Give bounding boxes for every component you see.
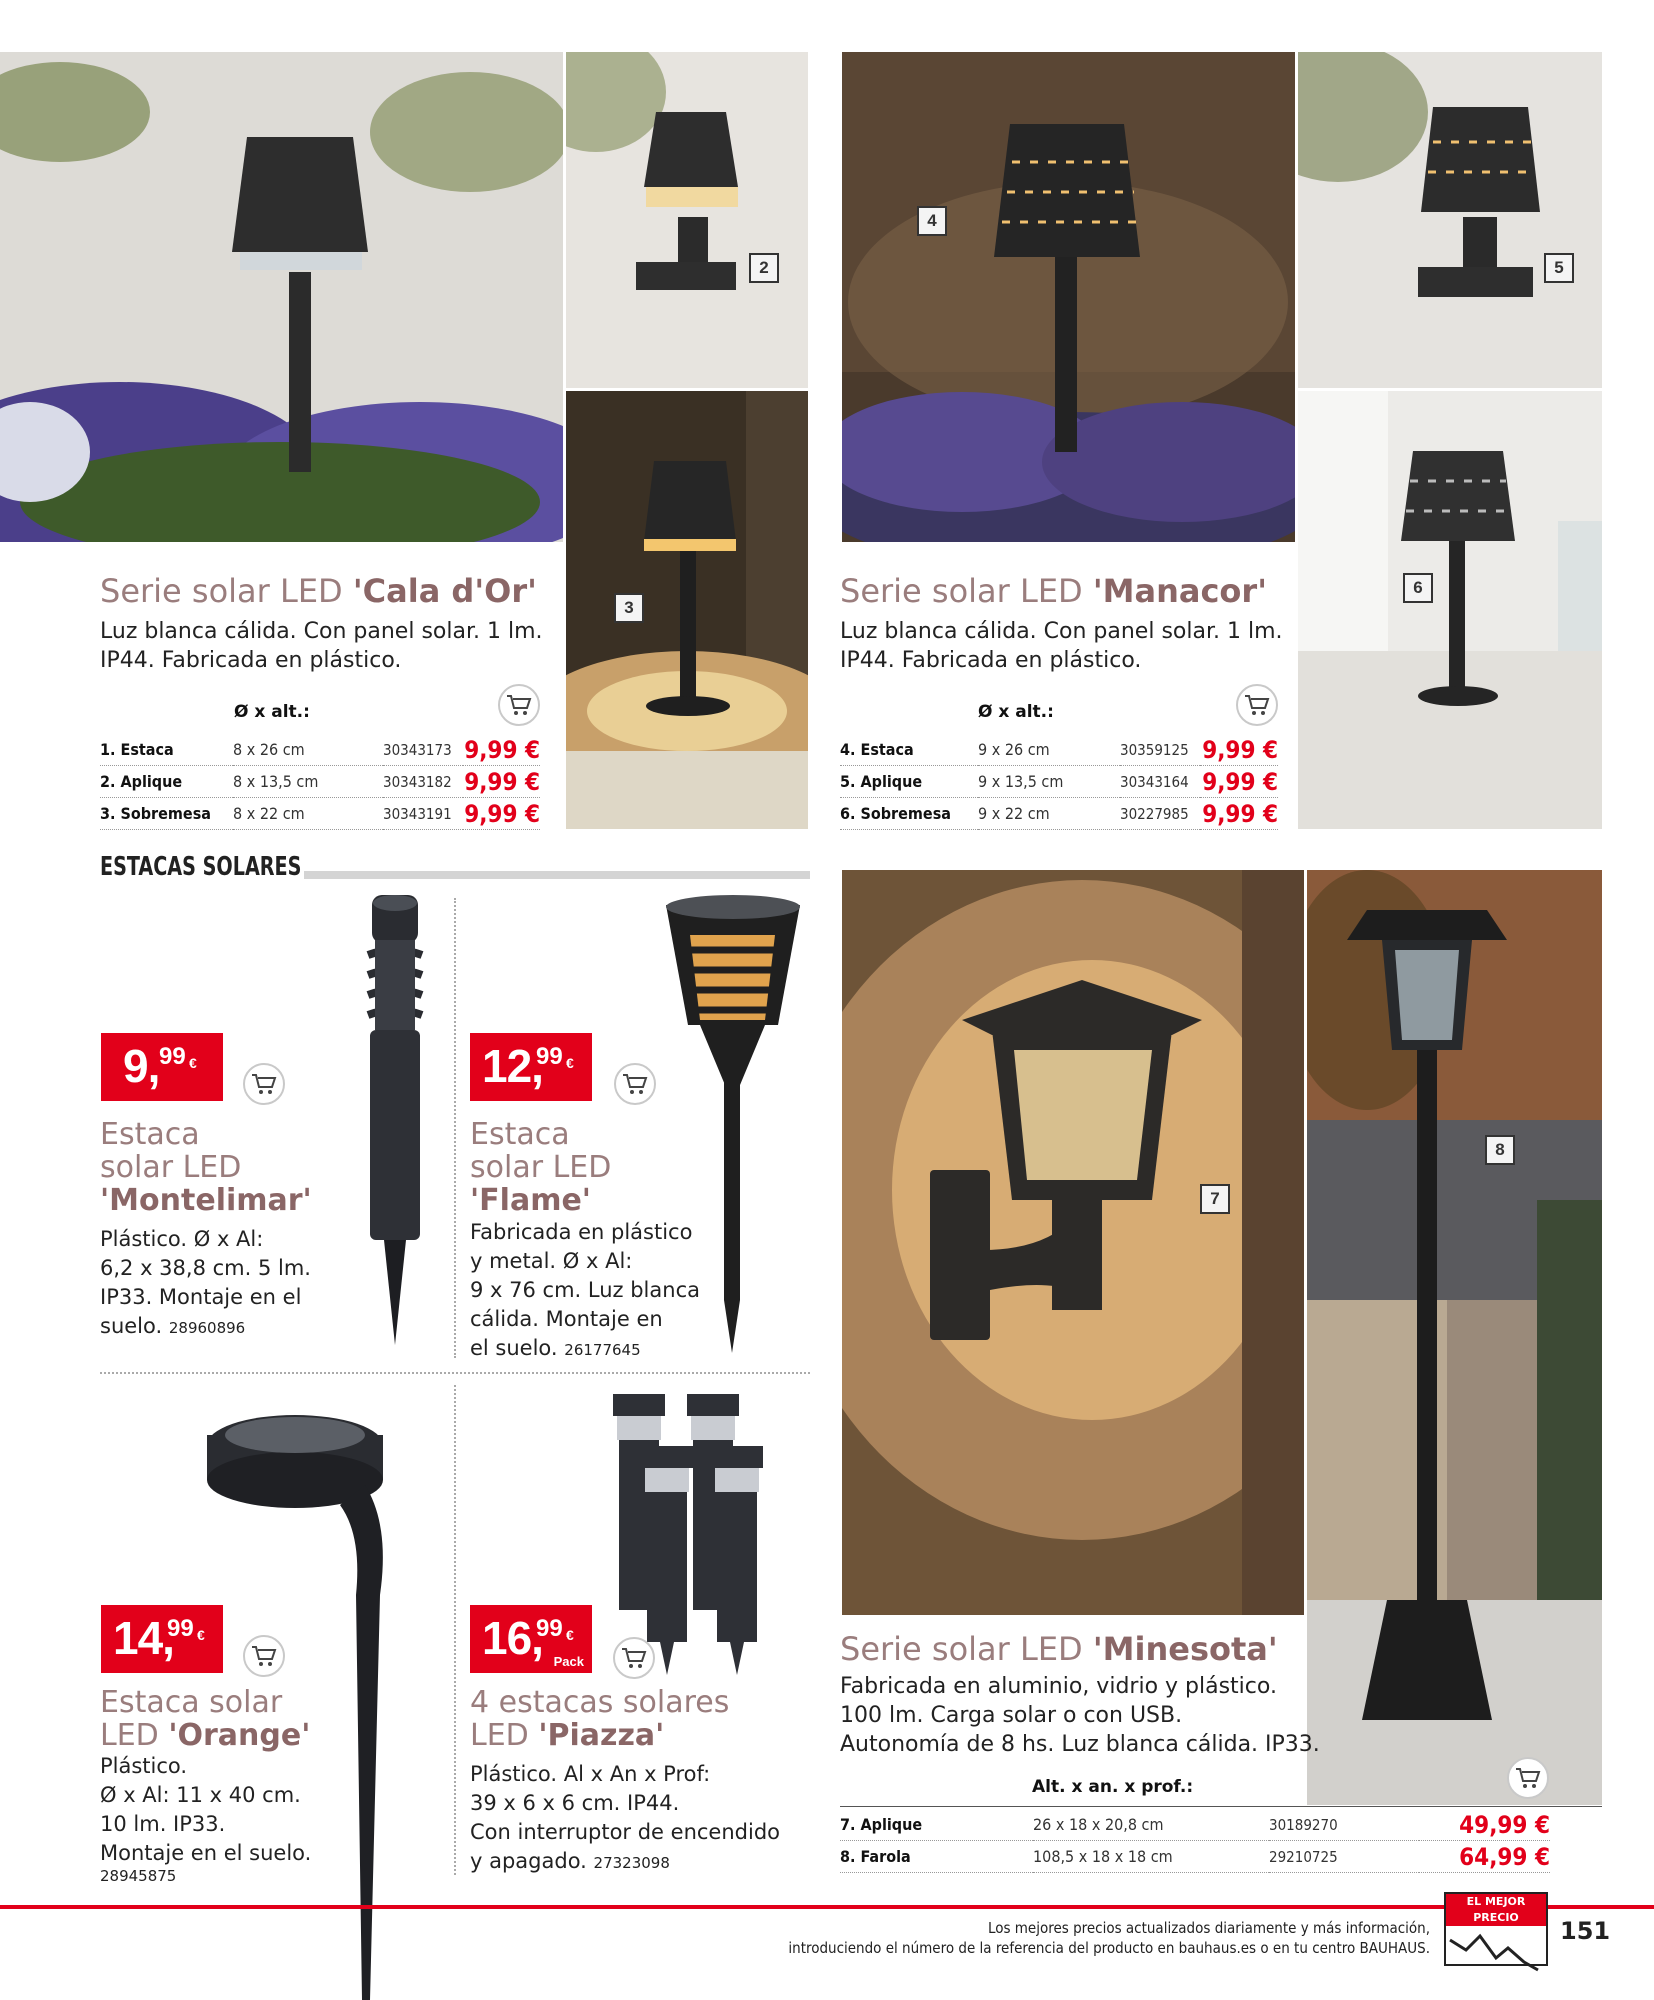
title-line: Estaca solar: [100, 1685, 283, 1720]
price-badge-montelimar: [101, 1033, 223, 1101]
desc-line: Plástico. Ø x Al:: [100, 1227, 264, 1251]
desc-line: Plástico.: [100, 1754, 188, 1778]
desc-text: suelo.: [100, 1314, 163, 1338]
row-price: 9,99 €: [464, 799, 540, 828]
footer-line: introduciendo el número de la referencia del producto en bauhaus.es o en tu centro BAUHAUS.: [788, 1939, 1430, 1957]
price-cents: 99: [167, 1615, 194, 1642]
title-line: 4 estacas solares: [470, 1685, 730, 1720]
row-price: 9,99 €: [464, 767, 540, 796]
title-line: Estaca: [100, 1117, 200, 1152]
row-ref: 30359125: [1120, 734, 1200, 766]
title-prefix: LED: [470, 1718, 539, 1753]
cart-icon: [621, 1646, 647, 1670]
row-name: 1. Estaca: [100, 734, 233, 766]
desc-line: Fabricada en plástico: [470, 1220, 693, 1244]
row-name: 8. Farola: [840, 1841, 1033, 1873]
desc-line: [100, 1312, 311, 1343]
price-table-minesota: [840, 1809, 1550, 1873]
desc-line: Luz blanca cálida. Con panel solar. 1 lm.: [840, 619, 1283, 644]
desc-line: 10 lm. IP33.: [100, 1812, 226, 1836]
best-price-label: EL MEJOR PRECIO: [1446, 1894, 1546, 1926]
row-price: 9,99 €: [1200, 766, 1278, 798]
series-title-prefix: Serie solar LED: [840, 1630, 1093, 1668]
divider: [100, 1372, 810, 1374]
price-trend-icon: [1446, 1926, 1546, 1976]
row-price: 64,99 €: [1419, 1841, 1550, 1873]
price-cents: 99: [159, 1043, 186, 1070]
price-integer: 14,: [113, 1612, 174, 1664]
title-line: solar LED: [100, 1150, 242, 1185]
price-euro: €: [189, 1055, 197, 1071]
table-row: [100, 766, 540, 798]
cala-aplique-photo: [566, 52, 808, 388]
price-cents: 99: [536, 1043, 563, 1070]
product-name: 'Orange': [168, 1718, 311, 1753]
cart-button-manacor[interactable]: [1236, 684, 1278, 726]
minesota-farola-photo: [1307, 870, 1602, 1805]
product-title-flame: [470, 1118, 611, 1217]
row-name: 4. Estaca: [840, 734, 978, 766]
product-desc-flame: [470, 1218, 700, 1365]
title-line: [470, 1719, 729, 1752]
section-heading: ESTACAS SOLARES: [100, 852, 302, 882]
cart-icon: [1244, 693, 1270, 717]
desc-line: 6,2 x 38,8 cm. 5 lm.: [100, 1256, 311, 1280]
row-dim: 8 x 13,5 cm: [233, 766, 383, 798]
row-ref: 30343173: [383, 734, 463, 766]
image-number-3: 3: [614, 593, 644, 623]
table-row: [840, 798, 1278, 830]
desc-line: [470, 1334, 700, 1365]
price-badge-orange: [101, 1605, 223, 1673]
price-euro: €: [566, 1055, 574, 1071]
cart-icon: [622, 1072, 648, 1096]
divider: [454, 1385, 456, 1875]
product-title-orange: [100, 1686, 310, 1752]
row-dim: 8 x 26 cm: [233, 734, 383, 766]
desc-line: Montaje en el suelo.: [100, 1841, 312, 1865]
row-price: 9,99 €: [464, 735, 540, 764]
desc-line: Luz blanca cálida. Con panel solar. 1 lm.: [100, 619, 543, 644]
row-ref: 30227985: [1120, 798, 1200, 830]
row-dim: 8 x 22 cm: [233, 798, 383, 830]
product-ref: 28945875: [100, 1867, 177, 1885]
series-title-name: 'Minesota': [1092, 1630, 1278, 1668]
cala-sobremesa-photo: [566, 391, 808, 829]
page-number: 151: [1560, 1917, 1611, 1945]
row-price: 49,99 €: [1419, 1809, 1550, 1841]
cart-icon: [251, 1644, 277, 1668]
product-ref: 28960896: [168, 1319, 246, 1337]
product-desc-piazza: [470, 1760, 780, 1878]
row-name: 2. Aplique: [100, 766, 233, 798]
series-desc-minesota: [840, 1672, 1320, 1759]
cart-button-piazza[interactable]: [613, 1637, 655, 1679]
price-integer: 9,: [123, 1040, 160, 1092]
image-number-6: 6: [1403, 573, 1433, 603]
image-number-5: 5: [1544, 253, 1574, 283]
minesota-aplique-photo: [842, 870, 1304, 1615]
series-desc-cala: [100, 617, 543, 675]
row-name: 3. Sobremesa: [100, 798, 233, 830]
desc-line: 100 lm. Carga solar o con USB.: [840, 1703, 1183, 1728]
image-number-8: 8: [1485, 1135, 1515, 1165]
row-dim: 9 x 13,5 cm: [978, 766, 1120, 798]
montelimar-photo: [340, 895, 450, 1350]
desc-line: Autonomía de 8 hs. Luz blanca cálida. IP33.: [840, 1732, 1320, 1757]
desc-line: IP33. Montaje en el: [100, 1285, 302, 1309]
table-top-rule: [840, 1806, 1602, 1807]
product-name: 'Flame': [470, 1183, 591, 1218]
table-row: [100, 734, 540, 766]
series-title-cala: [100, 572, 537, 610]
cart-button-cala[interactable]: [498, 684, 540, 726]
title-line: solar LED: [470, 1150, 612, 1185]
product-name: 'Montelimar': [100, 1183, 312, 1218]
desc-line: cálida. Montaje en: [470, 1307, 663, 1331]
row-dim: 26 x 18 x 20,8 cm: [1033, 1809, 1269, 1841]
desc-line: 9 x 76 cm. Luz blanca: [470, 1278, 700, 1302]
row-price: 9,99 €: [1200, 798, 1278, 830]
desc-text: y apagado.: [470, 1849, 587, 1873]
footer-text: [600, 1918, 1430, 1958]
price-cents: 99: [536, 1615, 563, 1642]
row-dim: 9 x 22 cm: [978, 798, 1120, 830]
product-title-montelimar: [100, 1118, 312, 1217]
desc-text: el suelo.: [470, 1336, 558, 1360]
section-heading-rule: [304, 871, 810, 879]
row-price: 9,99 €: [1200, 734, 1278, 766]
table-row: [840, 1841, 1550, 1873]
product-title-piazza: [470, 1686, 729, 1752]
manacor-estaca-photo: [842, 52, 1295, 542]
row-dim: 108,5 x 18 x 18 cm: [1033, 1841, 1269, 1873]
price-table-cala: [100, 734, 540, 830]
column-header-cala: Ø x alt.:: [234, 702, 310, 722]
row-dim: 9 x 26 cm: [978, 734, 1120, 766]
price-euro: €: [197, 1627, 205, 1643]
cart-icon: [251, 1072, 277, 1096]
desc-line: 39 x 6 x 6 cm. IP44.: [470, 1791, 680, 1815]
desc-line: Plástico. Al x An x Prof:: [470, 1762, 711, 1786]
product-desc-orange: [100, 1752, 311, 1884]
product-name: 'Piazza': [538, 1718, 665, 1753]
manacor-sobremesa-photo: [1298, 391, 1602, 829]
series-title-minesota: [840, 1630, 1278, 1668]
title-prefix: LED: [100, 1718, 169, 1753]
row-name: 7. Aplique: [840, 1809, 1033, 1841]
desc-line: Fabricada en aluminio, vidrio y plástico.: [840, 1674, 1277, 1699]
table-row: [840, 1809, 1550, 1841]
row-name: 6. Sobremesa: [840, 798, 978, 830]
title-line: [100, 1719, 310, 1752]
table-row: [840, 734, 1278, 766]
best-price-badge: [1444, 1892, 1548, 1966]
cart-icon: [506, 693, 532, 717]
desc-line: [470, 1847, 780, 1878]
cala-estaca-photo: [0, 52, 563, 542]
series-desc-manacor: [840, 617, 1283, 675]
price-badge-flame: [470, 1033, 592, 1101]
footer-line: Los mejores precios actualizados diariamente y más información,: [987, 1919, 1430, 1937]
image-number-2: 2: [749, 253, 779, 283]
table-row: [100, 798, 540, 830]
divider: [454, 898, 456, 1358]
desc-line: IP44. Fabricada en plástico.: [100, 648, 402, 673]
series-title-prefix: Serie solar LED: [100, 572, 353, 610]
image-number-4: 4: [917, 206, 947, 236]
product-desc-montelimar: [100, 1225, 311, 1343]
row-ref: 29210725: [1269, 1841, 1419, 1873]
price-integer: 12,: [482, 1040, 543, 1092]
title-name: [100, 1184, 312, 1217]
pack-label: Pack: [553, 1654, 584, 1669]
manacor-aplique-photo: [1298, 52, 1602, 388]
row-ref: 30343191: [383, 798, 463, 830]
row-ref: 30343182: [383, 766, 463, 798]
column-header-manacor: Ø x alt.:: [978, 702, 1054, 722]
product-ref: 26177645: [564, 1341, 641, 1359]
series-title-name: 'Cala d'Or': [352, 572, 537, 610]
row-ref: 30189270: [1269, 1809, 1419, 1841]
row-ref: 30343164: [1120, 766, 1200, 798]
series-title-prefix: Serie solar LED: [840, 572, 1093, 610]
column-header-minesota: Alt. x an. x prof.:: [1032, 1777, 1194, 1797]
footer-red-rule: [0, 1905, 1654, 1909]
price-table-manacor: [840, 734, 1278, 830]
desc-line: IP44. Fabricada en plástico.: [840, 648, 1142, 673]
price-badge-piazza: [470, 1605, 592, 1673]
series-title-manacor: [840, 572, 1267, 610]
price-integer: 16,: [482, 1612, 543, 1664]
cart-button-flame[interactable]: [614, 1063, 656, 1105]
table-row: [840, 766, 1278, 798]
cart-button-minesota[interactable]: [1507, 1757, 1549, 1799]
cart-button-montelimar[interactable]: [243, 1063, 285, 1105]
price-euro: €: [566, 1627, 574, 1643]
row-name: 5. Aplique: [840, 766, 978, 798]
desc-line: Con interruptor de encendido: [470, 1820, 780, 1844]
desc-line: Ø x Al: 11 x 40 cm.: [100, 1783, 301, 1807]
series-title-name: 'Manacor': [1092, 572, 1267, 610]
image-number-7: 7: [1200, 1184, 1230, 1214]
cart-icon: [1515, 1766, 1541, 1790]
title-line: Estaca: [470, 1117, 570, 1152]
cart-button-orange[interactable]: [243, 1635, 285, 1677]
title-name: [470, 1184, 611, 1217]
product-ref: 27323098: [593, 1854, 670, 1872]
desc-line: y metal. Ø x Al:: [470, 1249, 633, 1273]
